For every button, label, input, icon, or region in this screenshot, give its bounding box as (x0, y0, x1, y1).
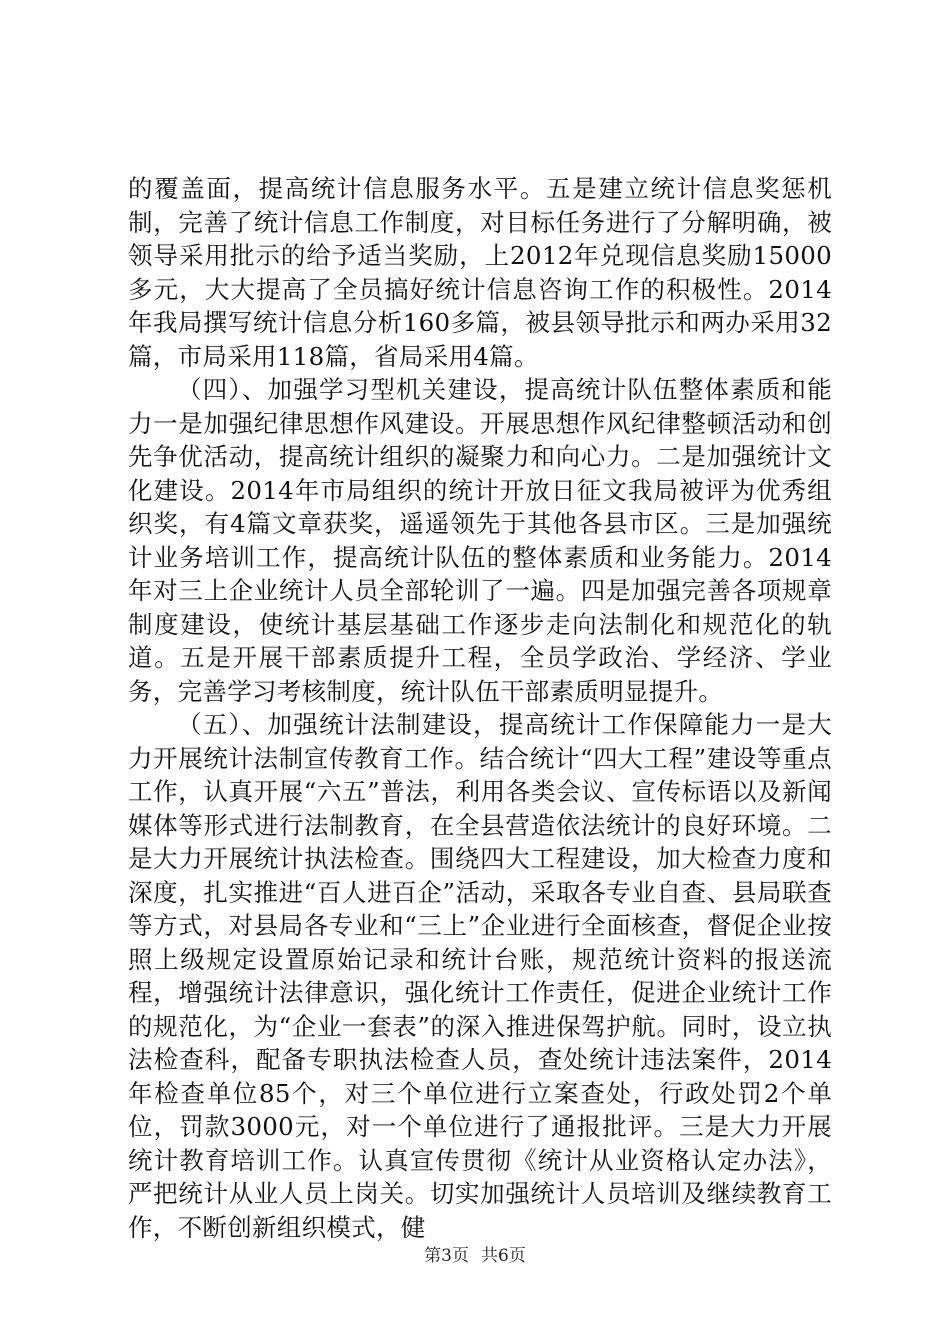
paragraph-2: （四）、加强学习型机关建设，提高统计队伍整体素质和能力一是加强纪律思想作风建设。开展思想作风纪律整顿活动和创先争优活动，提高统计组织的凝聚力和向心力。二是加强统计文化建设。2014年市局组织的统计开放日征文我局被评为优秀组织奖，有4篇文章获奖，遥遥领先于其他各县市区。三是加强统计业务培训工作，提高统计队伍的整体素质和业务能力。2014年对三上企业统计人员全部轮训了一遍。四是加强完善各项规章制度建设，使统计基层基础工作逐步走向法制化和规范化的轨道。五是开展干部素质提升工程，全员学政治、学经济、学业务，完善学习考核制度，统计队伍干部素质明显提升。 (128, 375, 832, 706)
document-body (128, 172, 832, 1244)
paragraph-3: （五）、加强统计法制建设，提高统计工作保障能力一是大力开展统计法制宣传教育工作。结合统计“四大工程”建设等重点工作，认真开展“六五”普法，利用各类会议、宣传标语以及新闻媒体等形式进行法制教育，在全县营造依法统计的良好环境。二是大力开展统计执法检查。围绕四大工程建设，加大检查力度和深度，扎实推进“百人进百企”活动，采取各专业自查、县局联查等方式，对县局各专业和“三上”企业进行全面核查，督促企业按照上级规定设置原始记录和统计台账，规范统计资料的报送流程，增强统计法律意识，强化统计工作责任，促进企业统计工作的规范化，为“企业一套表”的深入推进保驾护航。同时，设立执法检查科，配备专职执法检查人员，查处统计违法案件，2014年检查单位85个，对三个单位进行立案查处，行政处罚2个单位，罚款3000元，对一个单位进行了通报批评。三是大力开展统计教育培训工作。认真宣传贯彻《统计从业资格认定办法》，严把统计从业人员上岗关。切实加强统计人员培训及继续教育工作，不断创新组织模式，健 (128, 710, 832, 1242)
page-number-total: 共6页 (481, 1246, 526, 1266)
page-footer (0, 1245, 950, 1267)
page-number-current: 第3页 (424, 1246, 469, 1266)
paragraph-1: 的覆盖面，提高统计信息服务水平。五是建立统计信息奖惩机制，完善了统计信息工作制度，对目标任务进行了分解明确，被领导采用批示的给予适当奖励，上2012年兑现信息奖励15000多元，大大提高了全员搞好统计信息咨询工作的积极性。2014年我局撰写统计信息分析160多篇，被县领导批示和两办采用32篇，市局采用118篇，省局采用4篇。 (128, 174, 832, 371)
